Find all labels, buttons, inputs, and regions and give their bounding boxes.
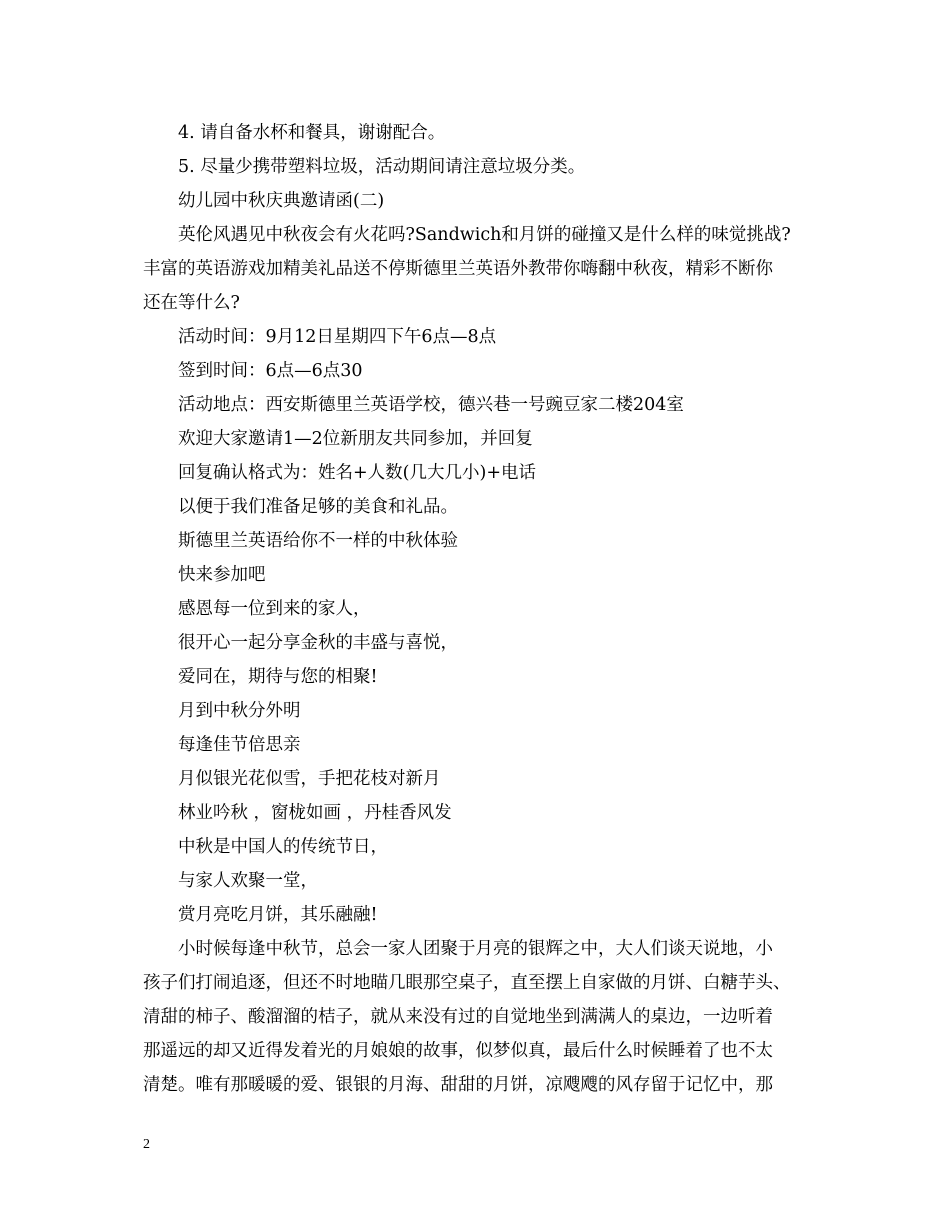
text-line: 4. 请自备水杯和餐具，谢谢配合。 bbox=[178, 123, 446, 143]
text-line: 赏月亮吃月饼，其乐融融! bbox=[178, 905, 378, 925]
text-line: 感恩每一位到来的家人， bbox=[178, 599, 371, 619]
text-line: 爱同在，期待与您的相聚! bbox=[178, 667, 378, 687]
document-body bbox=[143, 116, 823, 1102]
text-line: 很开心一起分享金秋的丰盛与喜悦， bbox=[178, 633, 458, 653]
text-line: 还在等什么? bbox=[143, 293, 240, 313]
text-line: 活动时间：9月12日星期四下午6点—8点 bbox=[178, 327, 497, 347]
text-line: 英伦风遇见中秋夜会有火花吗?Sandwich和月饼的碰撞又是什么样的味觉挑战? bbox=[178, 225, 791, 245]
text-line: 与家人欢聚一堂， bbox=[178, 871, 318, 891]
text-line: 斯德里兰英语给你不一样的中秋体验 bbox=[178, 531, 458, 551]
text-line: 幼儿园中秋庆典邀请函(二) bbox=[178, 191, 385, 211]
text-line: 清楚。唯有那暖暖的爱、银银的月海、甜甜的月饼，凉飕飕的风存留于记忆中，那 bbox=[143, 1075, 773, 1095]
text-line: 小时候每逢中秋节，总会一家人团聚于月亮的银辉之中，大人们谈天说地，小 bbox=[178, 939, 773, 959]
text-line: 清甜的柿子、酸溜溜的桔子，就从来没有过的自觉地坐到满满人的桌边，一边听着 bbox=[143, 1007, 773, 1027]
text-line: 以便于我们准备足够的美食和礼品。 bbox=[178, 497, 458, 517]
text-line: 中秋是中国人的传统节日， bbox=[178, 837, 388, 857]
text-line: 回复确认格式为：姓名+人数(几大几小)+电话 bbox=[178, 463, 536, 483]
text-line: 欢迎大家邀请1—2位新朋友共同参加，并回复 bbox=[178, 429, 533, 449]
text-line: 林业吟秋 ，窗栊如画 ，丹桂香风发 bbox=[178, 803, 452, 823]
text-line: 签到时间：6点—6点30 bbox=[178, 361, 363, 381]
text-line: 快来参加吧 bbox=[178, 565, 266, 585]
text-line: 那遥远的却又近得发着光的月娘娘的故事，似梦似真，最后什么时候睡着了也不太 bbox=[143, 1041, 773, 1061]
text-line: 孩子们打闹追逐，但还不时地瞄几眼那空桌子，直至摆上自家做的月饼、白糖芋头、 bbox=[143, 973, 791, 993]
text-line: 每逢佳节倍思亲 bbox=[178, 735, 301, 755]
page-number: 2 bbox=[143, 1137, 150, 1152]
text-line: 月到中秋分外明 bbox=[178, 701, 301, 721]
text-line: 5. 尽量少携带塑料垃圾，活动期间请注意垃圾分类。 bbox=[178, 157, 586, 177]
text-line: 丰富的英语游戏加精美礼品送不停斯德里兰英语外教带你嗨翻中秋夜，精彩不断你 bbox=[143, 259, 773, 279]
text-line: 月似银光花似雪，手把花枝对新月 bbox=[178, 769, 441, 789]
text-line: 活动地点：西安斯德里兰英语学校，德兴巷一号豌豆家二楼204室 bbox=[178, 395, 684, 415]
